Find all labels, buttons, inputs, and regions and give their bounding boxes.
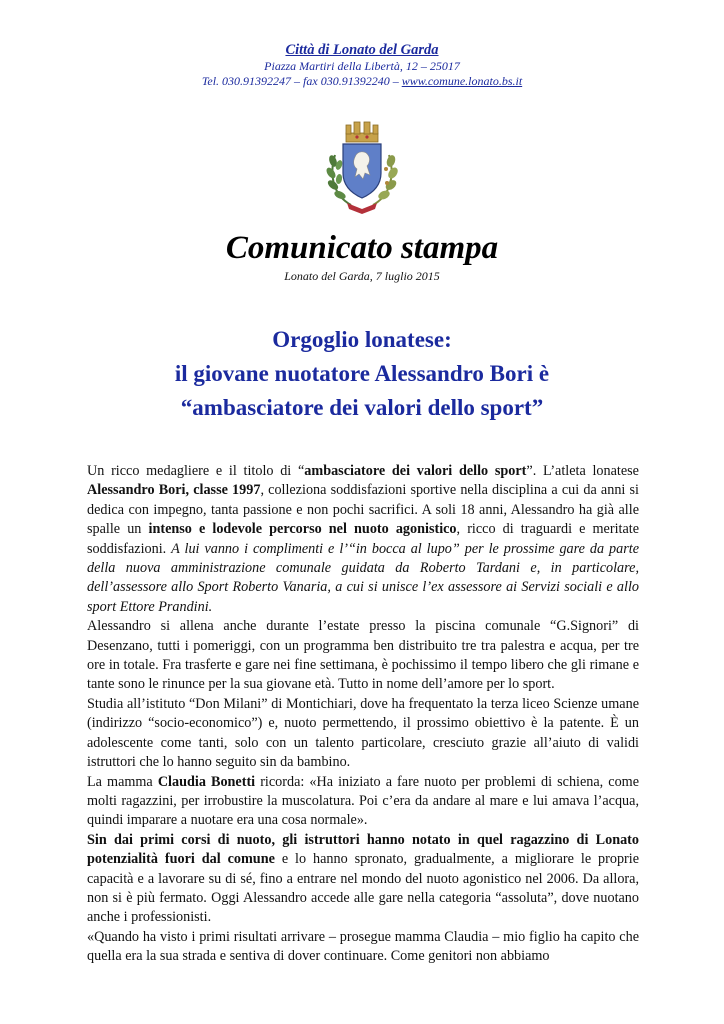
municipal-coat-of-arms-icon [321, 117, 403, 217]
text-run: La mamma [87, 773, 158, 790]
bold-run: intenso e lodevole percorso nel nuoto agonistico [148, 521, 457, 538]
article-body [87, 462, 639, 967]
paragraph-3: Studia all’istituto “Don Milani” di Montichiari, dove ha frequentato la terza liceo Scienze umane (indirizzo “socio-economico”) e, nuoto permettendo, il prossimo obiettivo è la patente. È un adolescente come tanti, solo con un talento particolare, cresciuto grazie all’aiuto di validi istruttori che lo hanno seguito sin da bambino. [87, 695, 639, 771]
paragraph-6: «Quando ha visto i primi risultati arrivare – prosegue mamma Claudia – mio figlio ha capito che quella era la sua strada e sentiva di dover continuare. Come genitori non abbiamo [87, 928, 639, 965]
paragraph-4 [87, 773, 639, 831]
letterhead [0, 42, 724, 89]
phone-fax-text: Tel. 030.91392247 – fax 030.91392240 – [201, 74, 402, 88]
address-line: Piazza Martiri della Libertà, 12 – 25017 [264, 59, 460, 73]
crown-icon [346, 122, 378, 142]
paragraph-2: Alessandro si allena anche durante l’estate presso la piscina comunale “G.Signori” di Desenzano, tutti i pomeriggi, con un programma ben distribuito tre tra palestra e acqua, per tre ore in totale. Fra trasferte e gare nei fine settimana, è pochissimo il tempo libero che gli rimane e tante sono le rinunce per la sua giovane età. Tutto in nome dell’amore per lo sport. [87, 618, 639, 693]
municipality-name: Città di Lonato del Garda [285, 42, 439, 58]
ribbon-icon [347, 203, 377, 214]
bold-run: Claudia Bonetti [157, 773, 256, 790]
text-run: , ricco di traguardi e meritate soddisfazioni. [87, 521, 640, 557]
article-headline [0, 323, 724, 425]
text-run: ”. L’atleta lonatese [526, 463, 639, 479]
headline-line-1: Orgoglio lonatese: [272, 327, 452, 352]
website-link[interactable]: www.comune.lonato.bs.it [401, 74, 523, 88]
text-run: e lo hanno spronato, gradualmente, a migliorare le proprie capacità e a lavorare su di sé, fino a entrare nel mondo del nuoto agonistico nel 2006. Da allora, non si è più fermato. Oggi Alessandro accede alle gare nella categoria “assoluta”, dove nuotano anche i professionisti. [87, 851, 640, 926]
page-title: Comunicato stampa [225, 230, 499, 266]
paragraph-5 [87, 831, 639, 928]
contact-line [0, 74, 724, 89]
text-run: Un ricco medagliere e il titolo di “ [87, 463, 305, 479]
bold-run: Alessandro Bori, classe 1997 [87, 482, 261, 499]
text-run: , colleziona soddisfazioni sportive nella disciplina a cui da anni si dedica con impegno, tanta passione e non pochi sacrifici. A soli 18 anni, Alessandro ha già alle spalle un [87, 482, 639, 538]
headline-line-2: il giovane nuotatore Alessandro Bori è [174, 361, 550, 386]
paragraph-1 [87, 462, 639, 617]
italic-run: A lui vanno i complimenti e l’“in bocca al lupo” per le prossime gare da parte della nuova amministrazione comunale guidata da Roberto Tardani e, in particolare, dell’assessore allo Sport Roberto Vanaria, a cui si unisce l’ex assessore ai Servizi sociali e allo sport Ettore Prandini. [87, 540, 639, 615]
bold-run: ambasciatore dei valori dello sport [304, 463, 527, 479]
date-line: Lonato del Garda, 7 luglio 2015 [284, 269, 440, 283]
headline-line-3: “ambasciatore dei valori dello sport” [180, 395, 544, 420]
bold-run: Sin dai primi corsi di nuoto, gli istruttori hanno notato in quel ragazzino di Lonato potenzialità fuori dal comune [87, 831, 639, 868]
text-run: ricorda: «Ha iniziato a fare nuoto per problemi di schiena, come molti ragazzini, per irrobustire la muscolatura. Poi c’era da andare al mare e lui amava l’acqua, quindi imparare a nuotare era una cosa normale». [87, 773, 640, 829]
